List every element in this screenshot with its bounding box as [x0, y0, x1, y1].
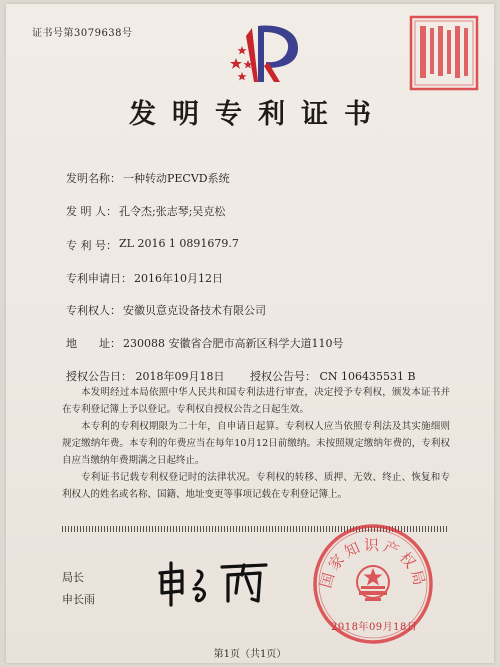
grant-number-row [250, 368, 416, 384]
inventor-label: 发 明 人： [66, 205, 117, 218]
grant-date-value: 2018年09月18日 [135, 370, 225, 383]
address-value: 230088 安徽省合肥市高新区科学大道110号 [123, 337, 344, 350]
patent-number-value: ZL 2016 1 0891679.7 [119, 237, 239, 250]
patent-number-label: 专 利 号： [66, 239, 117, 252]
inventor-value: 孔令杰;张志琴;吴克松 [119, 205, 226, 218]
patentee-value: 安徽贝意克设备技术有限公司 [123, 304, 266, 317]
patentee-label: 专利权人： [66, 304, 121, 317]
svg-text:国家知识产权局 [317, 536, 430, 590]
registration-stamp [408, 14, 480, 96]
certificate-body [62, 384, 450, 503]
patent-number-row [66, 237, 239, 253]
address-label: 地 址： [66, 337, 121, 350]
grant-number-value: CN 106435531 B [319, 370, 416, 383]
invention-name-value: 一种转动PECVD系统 [123, 172, 230, 185]
grant-number-label: 授权公告号： [250, 370, 316, 383]
grant-date-row [66, 368, 225, 384]
grant-date-label: 授权公告日： [66, 370, 132, 383]
cnipa-logo [228, 22, 304, 90]
filing-date-label: 专利申请日： [66, 272, 132, 285]
certificate-paper [6, 4, 494, 663]
official-seal [311, 522, 435, 650]
director-name: 申长雨 [62, 593, 95, 606]
certificate-title: 发明专利证书 [129, 99, 387, 130]
body-paragraph-3: 专利证书记载专利权登记时的法律状况。专利权的转移、质押、无效、终止、恢复和专利权人的姓名或名称、国籍、地址变更等事项记载在专利登记簿上。 [62, 472, 450, 500]
address-row [66, 335, 343, 351]
body-paragraph-1: 本发明经过本局依照中华人民共和国专利法进行审查，决定授予专利权，颁发本证书并在专利登记簿上予以登记。专利权自授权公告之日起生效。 [62, 387, 450, 415]
patentee-row [66, 302, 266, 318]
filing-date-value: 2016年10月12日 [134, 272, 223, 285]
page-info: 第1页（共1页） [213, 649, 287, 660]
seal-text: 国家知识产权局 [316, 536, 430, 591]
inventor-row [66, 203, 225, 219]
seal-date: 2018年09月18日 [331, 622, 418, 633]
certificate-number: 证书号第3079638号 [32, 28, 133, 39]
invention-name-row [66, 170, 230, 186]
director-title: 局长 [62, 571, 84, 584]
body-paragraph-2: 本专利的专利权期限为二十年，自申请日起算。专利权人应当依照专利法及其实施细则规定缴纳年费。本专利的年费应当在每年10月12日前缴纳。未按照规定缴纳年费的，专利权自应当缴纳年费期满之日起终止。 [62, 421, 450, 466]
director-signature [156, 559, 286, 613]
filing-date-row [66, 270, 223, 286]
invention-name-label: 发明名称： [66, 172, 121, 185]
